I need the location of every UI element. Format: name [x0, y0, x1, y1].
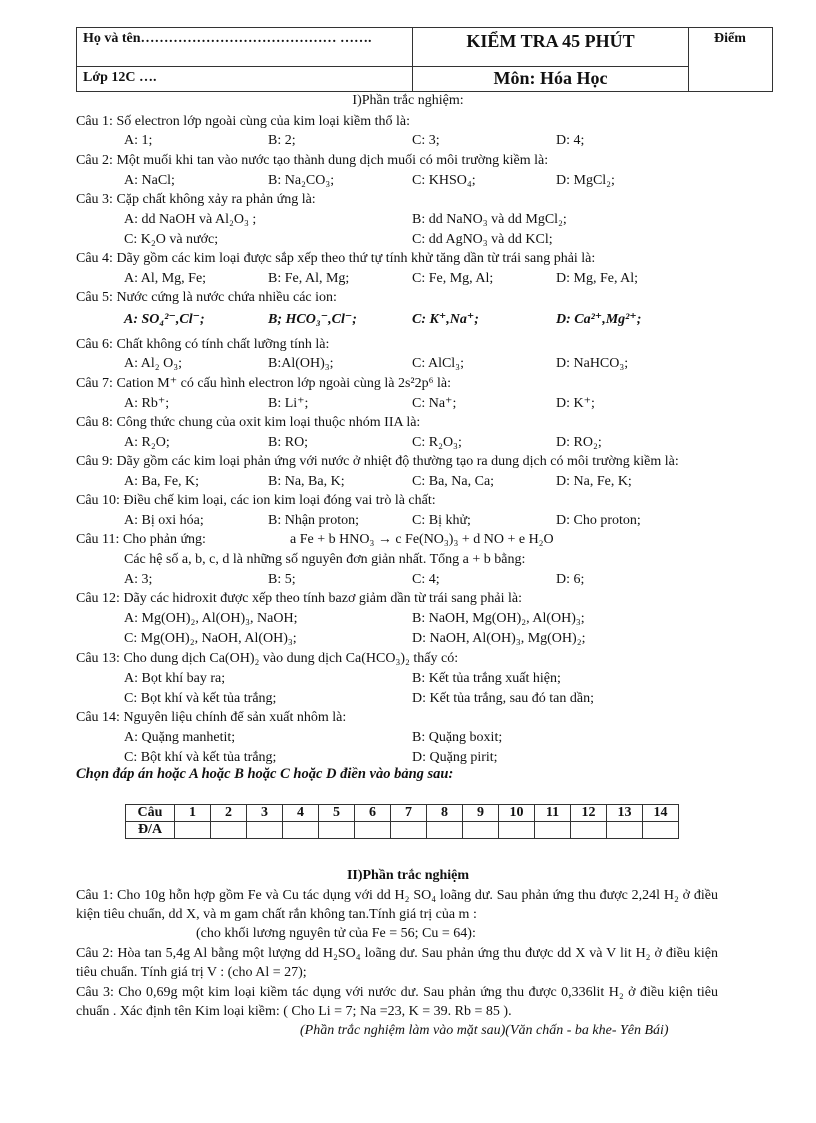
q8-option-c: C: R₂O₃; — [412, 435, 462, 450]
question-6: Câu 6: Chất không có tính chất lưỡng tính là: — [76, 337, 330, 352]
question-1: Câu 1: Số electron lớp ngoài cùng của kim loại kiềm thổ là: — [76, 114, 410, 129]
q2-option-a: A: NaCl; — [124, 173, 175, 188]
answer-col-8: 8 — [427, 805, 463, 822]
answer-row-label-answer: Đ/A — [126, 822, 175, 839]
answer-cell-7[interactable] — [391, 822, 427, 839]
q11-option-a: A: 3; — [124, 572, 153, 587]
footer-note: (Phần trắc nghiệm làm vào mặt sau)(Văn chấn - ba khe- Yên Bái) — [300, 1023, 669, 1038]
q13-option-a: A: Bọt khí bay ra; — [124, 671, 226, 686]
q4-option-c: C: Fe, Mg, Al; — [412, 271, 494, 286]
answer-col-5: 5 — [319, 805, 355, 822]
q12-option-c: C: Mg(OH)₂, NaOH, Al(OH)₃; — [124, 631, 297, 646]
q11-option-b: B: 5; — [268, 572, 296, 587]
answer-col-4: 4 — [283, 805, 319, 822]
q12-option-b: B: NaOH, Mg(OH)₂, Al(OH)₃; — [412, 611, 585, 626]
answer-col-13: 13 — [607, 805, 643, 822]
question-12: Câu 12: Dãy các hidroxit được xếp theo tính bazơ giảm dần từ trái sang phải là: — [76, 591, 522, 606]
answer-col-10: 10 — [499, 805, 535, 822]
q13-option-b: B: Kết tủa trắng xuất hiện; — [412, 671, 561, 686]
part2-question-1: Câu 1: Cho 10g hỗn hợp gồm Fe và Cu tác dụng với dd H₂ SO₄ loãng dư. Sau phản ứng thu được 2,24l H₂ ở điều kiện tiêu chuẩn, dd X, và m gam chất rắn không tan.Tính giá trị của m : — [76, 888, 718, 922]
q4-option-d: D: Mg, Fe, Al; — [556, 271, 639, 286]
answer-col-9: 9 — [463, 805, 499, 822]
q9-option-b: B: Na, Ba, K; — [268, 474, 345, 489]
question-8: Câu 8: Công thức chung của oxit kim loại thuộc nhóm IIA là: — [76, 415, 421, 430]
q11-option-d: D: 6; — [556, 572, 585, 587]
q5-option-b: B; HCO₃⁻,Cl⁻; — [268, 312, 357, 327]
answer-col-12: 12 — [571, 805, 607, 822]
q1-option-c: C: 3; — [412, 133, 440, 148]
answer-cell-10[interactable] — [499, 822, 535, 839]
question-4: Câu 4: Dãy gồm các kim loại được sắp xếp theo thứ tự tính khử tăng dần từ trái sang phải là: — [76, 251, 596, 266]
answer-instruction: Chọn đáp án hoặc A hoặc B hoặc C hoặc D điền vào bảng sau: — [76, 766, 454, 782]
answer-cell-3[interactable] — [247, 822, 283, 839]
answer-table-answer-row — [126, 822, 679, 839]
answer-row-label-question: Câu — [126, 805, 175, 822]
question-9: Câu 9: Dãy gồm các kim loại phản ứng với nước ở nhiệt độ thường tạo ra dung dịch có môi trường kiềm là: — [76, 454, 679, 469]
q5-option-c: C: K⁺,Na⁺; — [412, 312, 479, 327]
part2-title: II)Phần trắc nghiệm — [346, 868, 470, 883]
q5-option-d: D: Ca²⁺,Mg²⁺; — [556, 312, 642, 327]
answer-cell-11[interactable] — [535, 822, 571, 839]
answer-cell-5[interactable] — [319, 822, 355, 839]
q14-option-a: A: Quặng manhetit; — [124, 730, 236, 745]
q14-option-c: C: Bột khí và kết tủa trắng; — [124, 750, 277, 765]
q13-option-c: C: Bọt khí và kết tủa trắng; — [124, 691, 277, 706]
q8-option-b: B: RO; — [268, 435, 309, 450]
answer-cell-4[interactable] — [283, 822, 319, 839]
q9-option-a: A: Ba, Fe, K; — [124, 474, 200, 489]
question-10: Câu 10: Điều chế kim loại, các ion kim loại đóng vai trò là chất: — [76, 493, 436, 508]
part1-title: I)Phần trắc nghiệm: — [352, 93, 464, 108]
part2-question-2: Câu 2: Hòa tan 5,4g Al bằng một lượng dd H₂SO₄ loãng dư. Sau phản ứng thu được dd X và V lit H₂ ở điều kiện tiêu chuẩn. Tính giá trị V : (cho Al = 27); — [76, 946, 718, 980]
part2-question-3: Câu 3: Cho 0,69g một kim loại kiềm tác dụng với nước dư. Sau phản ứng thu được 0,336lit H₂ ở điều kiện tiêu chuẩn . Xác định tên Kim loại kiềm: ( Cho Li = 7; Na =23, K = 39. Rb = 85 ). — [76, 985, 718, 1019]
q3-option-a: A: dd NaOH và Al₂O₃ ; — [124, 212, 257, 227]
q12-option-a: A: Mg(OH)₂, Al(OH)₃, NaOH; — [124, 611, 298, 626]
q3-option-d: C: dd AgNO₃ và dd KCl; — [412, 232, 553, 247]
q11-equation: a Fe + b HNO₃ → c Fe(NO₃)₃ + d NO + e H₂O — [290, 532, 554, 547]
q2-option-c: C: KHSO₄; — [412, 173, 476, 188]
question-2: Câu 2: Một muối khi tan vào nước tạo thành dung dịch muối có môi trường kiềm là: — [76, 153, 549, 168]
question-7: Câu 7: Cation M⁺ có cấu hình electron lớp ngoài cùng là 2s²2p⁶ là: — [76, 376, 451, 391]
q9-option-d: D: Na, Fe, K; — [556, 474, 632, 489]
q11-option-c: C: 4; — [412, 572, 440, 587]
answer-table — [125, 804, 679, 839]
answer-table-header-row — [126, 805, 679, 822]
answer-col-1: 1 — [175, 805, 211, 822]
answer-col-7: 7 — [391, 805, 427, 822]
student-name-field: Họ và tên…………………………………… ……. — [77, 28, 413, 67]
score-box: Điểm — [714, 31, 746, 46]
header-table — [76, 27, 773, 92]
class-field: Lớp 12C …. — [77, 67, 413, 91]
q9-option-c: C: Ba, Na, Ca; — [412, 474, 495, 489]
q6-option-a: A: Al₂ O₃; — [124, 356, 182, 371]
q2-option-d: D: MgCl₂; — [556, 173, 615, 188]
q10-option-b: B: Nhận proton; — [268, 513, 359, 528]
q10-option-d: D: Cho proton; — [556, 513, 641, 528]
answer-cell-2[interactable] — [211, 822, 247, 839]
exam-title: KIỂM TRA 45 PHÚT — [413, 28, 689, 67]
answer-cell-1[interactable] — [175, 822, 211, 839]
q14-option-d: D: Quặng pirit; — [412, 750, 498, 765]
question-13: Câu 13: Cho dung dịch Ca(OH)₂ vào dung dịch Ca(HCO₃)₂ thấy có: — [76, 651, 459, 666]
q6-option-d: D: NaHCO₃; — [556, 356, 629, 371]
answer-col-6: 6 — [355, 805, 391, 822]
q6-option-c: C: AlCl₃; — [412, 356, 464, 371]
q5-option-a: A: SO₄²⁻,Cl⁻; — [124, 312, 205, 327]
q6-option-b: B:Al(OH)₃; — [268, 356, 334, 371]
q1-option-b: B: 2; — [268, 133, 296, 148]
q1-option-d: D: 4; — [556, 133, 585, 148]
question-11: Câu 11: Cho phản ứng: — [76, 532, 206, 547]
question-3: Câu 3: Cặp chất không xảy ra phản ứng là: — [76, 192, 316, 207]
answer-cell-6[interactable] — [355, 822, 391, 839]
q8-option-d: D: RO₂; — [556, 435, 602, 450]
q4-option-b: B: Fe, Al, Mg; — [268, 271, 350, 286]
exam-subject: Môn: Hóa Học — [413, 67, 689, 91]
q7-option-c: C: Na⁺; — [412, 396, 457, 411]
q8-option-a: A: R₂O; — [124, 435, 170, 450]
q10-option-a: A: Bị oxi hóa; — [124, 513, 204, 528]
q7-option-b: B: Li⁺; — [268, 396, 309, 411]
question-11-prompt: Các hệ số a, b, c, d là những số nguyên đơn giản nhất. Tổng a + b bằng: — [124, 552, 526, 567]
q13-option-d: D: Kết tủa trắng, sau đó tan dần; — [412, 691, 594, 706]
part2-question-1-note: (cho khối lương nguyên tử của Fe = 56; Cu = 64): — [196, 926, 476, 941]
answer-cell-14[interactable] — [643, 822, 679, 839]
answer-col-11: 11 — [535, 805, 571, 822]
q7-option-a: A: Rb⁺; — [124, 396, 170, 411]
q3-option-c: C: K₂O và nước; — [124, 232, 219, 247]
q1-option-a: A: 1; — [124, 133, 153, 148]
question-5: Câu 5: Nước cứng là nước chứa nhiều các ion: — [76, 290, 337, 305]
q3-option-b: B: dd NaNO₃ và dd MgCl₂; — [412, 212, 567, 227]
answer-cell-13[interactable] — [607, 822, 643, 839]
answer-cell-8[interactable] — [427, 822, 463, 839]
q10-option-c: C: Bị khử; — [412, 513, 471, 528]
answer-cell-9[interactable] — [463, 822, 499, 839]
q12-option-d: D: NaOH, Al(OH)₃, Mg(OH)₂; — [412, 631, 586, 646]
answer-col-2: 2 — [211, 805, 247, 822]
question-14: Câu 14: Nguyên liệu chính để sản xuất nhôm là: — [76, 710, 347, 725]
q4-option-a: A: Al, Mg, Fe; — [124, 271, 207, 286]
q14-option-b: B: Quặng boxit; — [412, 730, 503, 745]
q7-option-d: D: K⁺; — [556, 396, 595, 411]
answer-cell-12[interactable] — [571, 822, 607, 839]
answer-col-3: 3 — [247, 805, 283, 822]
q2-option-b: B: Na₂CO₃; — [268, 173, 335, 188]
answer-col-14: 14 — [643, 805, 679, 822]
